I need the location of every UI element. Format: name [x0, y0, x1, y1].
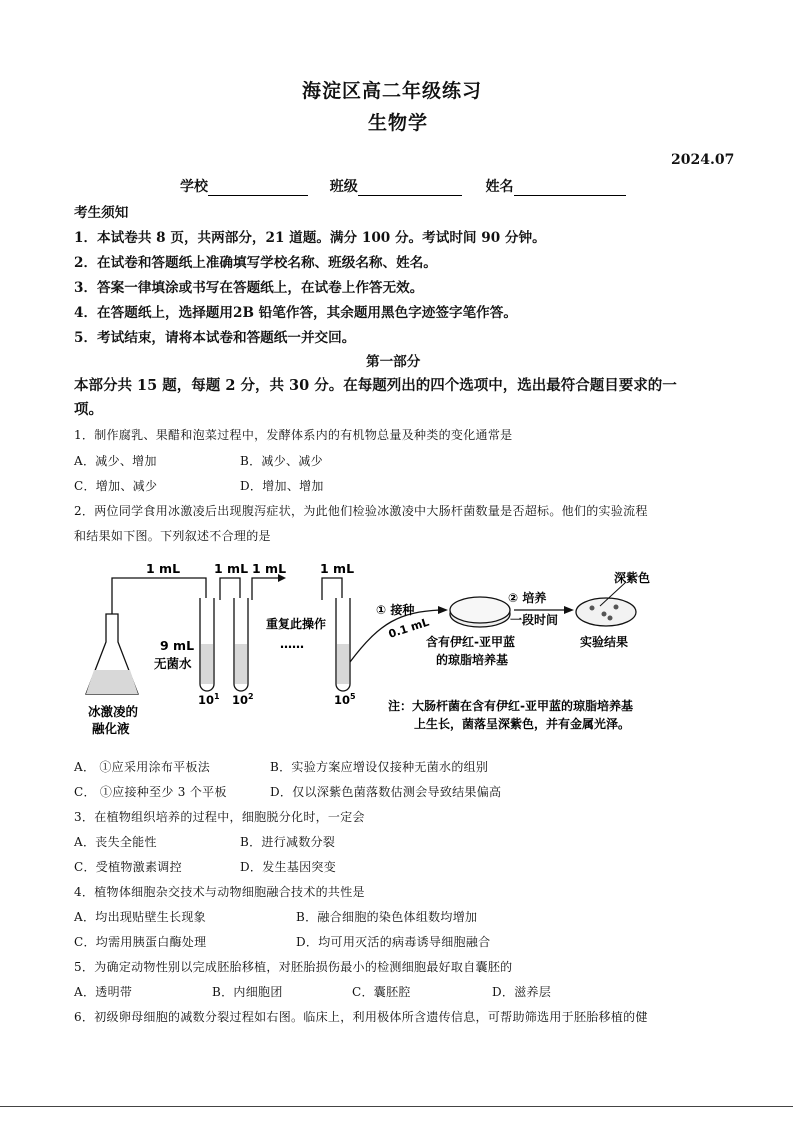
agar-plate-icon: [450, 597, 510, 627]
q4-option-c[interactable]: C．均需用胰蛋白酶处理: [74, 935, 207, 949]
page-title: 海淀区高二年级练习: [302, 80, 483, 102]
arrow-right-icon: [438, 606, 448, 614]
part-instructions: 本部分共 15 题，每题 2 分，共 30 分。在每题列出的四个选项中，选出最符合题目要求的一: [74, 377, 677, 394]
q3-option-a[interactable]: A．丧失全能性: [74, 835, 157, 849]
question-2-stem-cont: 和结果如下图。下列叙述不合理的是: [74, 529, 271, 543]
pipette-line-2: [220, 578, 240, 600]
part-instructions-cont: 项。: [74, 401, 103, 418]
step-culture: ② 培养: [508, 591, 547, 605]
culture-time: 一段时间: [510, 613, 559, 627]
flask-label: 冰激凌的: [88, 704, 139, 719]
volume-label: 1 mL: [320, 561, 355, 576]
subject-title: 生物学: [368, 112, 429, 134]
figure-note-cont: 上生长，菌落呈深紫色，并有金属光泽。: [414, 717, 631, 731]
dilution-10-5-label: $10^5$: [334, 692, 356, 707]
question-4-stem: 4．植物体细胞杂交技术与动物细胞融合技术的共性是: [74, 885, 365, 899]
dilution-10-2-label: $10^2$: [232, 692, 254, 707]
class-field[interactable]: [358, 181, 462, 196]
q1-option-a[interactable]: A．减少、增加: [74, 454, 157, 468]
q3-option-c[interactable]: C．受植物激素调控: [74, 860, 182, 874]
q4-option-b[interactable]: B．融合细胞的染色体组数均增加: [296, 910, 478, 924]
question-3-stem: 3．在植物组织培养的过程中，细胞脱分化时，一定会: [74, 810, 365, 824]
repeat-label: 重复此操作: [266, 617, 327, 631]
volume-label: 1 mL: [252, 561, 287, 576]
volume-label: 1 mL: [214, 561, 249, 576]
ellipsis: ……: [280, 637, 304, 651]
q3-option-b[interactable]: B．进行减数分裂: [240, 835, 336, 849]
flask-label-cont: 融化液: [92, 721, 130, 736]
notice-item: 3．答案一律填涂或书写在答题纸上，在试卷上作答无效。: [74, 280, 424, 296]
question-5-stem: 5．为确定动物性别以完成胚胎移植，对胚胎损伤最小的检测细胞最好取自囊胚的: [74, 960, 513, 974]
result-plate-icon: [576, 582, 636, 626]
pipette-line-1: [112, 578, 206, 614]
q5-option-a[interactable]: A．透明带: [74, 985, 133, 999]
q5-option-d[interactable]: D．滋养层: [492, 985, 552, 999]
experiment-diagram: [80, 552, 740, 752]
q1-option-b[interactable]: B．减少、减少: [240, 454, 323, 468]
q1-option-c[interactable]: C．增加、减少: [74, 479, 158, 493]
name-label: 姓名: [485, 179, 514, 195]
inoculate-volume: 0.1 mL: [386, 615, 431, 641]
water-volume-label: 9 mL: [160, 638, 195, 653]
notice-item: 4．在答题纸上，选择题用2B 铅笔作答，其余题用黑色字迹签字笔作答。: [74, 305, 517, 321]
exam-date: 2024.07: [671, 152, 735, 168]
pipette-line-4: [322, 578, 342, 600]
q5-option-c[interactable]: C．囊胚腔: [352, 985, 411, 999]
question-6-stem: 6．初级卵母细胞的减数分裂过程如右图。临床上，利用极体所含遗传信息，可帮助筛选用于胚胎移植的健: [74, 1010, 648, 1024]
figure-note: 注：大肠杆菌在含有伊红-亚甲蓝的琼脂培养基: [388, 699, 633, 713]
info-fields: [180, 176, 626, 196]
school-field[interactable]: [208, 181, 308, 196]
plate-label-cont: 的琼脂培养基: [436, 653, 509, 667]
volume-label: 1 mL: [146, 561, 181, 576]
notice-heading: 考生须知: [74, 205, 129, 221]
q2-option-b[interactable]: B．实验方案应增设仅接种无菌水的组别: [270, 760, 489, 774]
notice-item: 5．考试结束，请将本试卷和答题纸一并交回。: [74, 330, 356, 346]
question-1-stem: 1．制作腐乳、果醋和泡菜过程中，发酵体系内的有机物总量及种类的变化通常是: [74, 428, 513, 442]
flask-icon: [86, 614, 138, 694]
q4-option-a[interactable]: A．均出现贴壁生长现象: [74, 910, 206, 924]
question-2-stem: 2．两位同学食用冰激凌后出现腹泻症状，为此他们检验冰激凌中大肠杆菌数量是否超标。他们的实验流程: [74, 504, 648, 518]
q3-option-d[interactable]: D．发生基因突变: [240, 860, 337, 874]
result-label: 实验结果: [580, 635, 629, 649]
name-field[interactable]: [514, 181, 626, 196]
color-label: 深紫色: [614, 571, 651, 585]
water-label: 无菌水: [154, 656, 192, 671]
plate-label: 含有伊红-亚甲蓝: [426, 635, 515, 649]
part-heading: 第一部分: [366, 354, 421, 370]
q4-option-d[interactable]: D．均可用灭活的病毒诱导细胞融合: [296, 935, 491, 949]
q2-option-d[interactable]: D．仅以深紫色菌落数估测会导致结果偏高: [270, 785, 502, 799]
dilution-10-1-label: $10^1$: [198, 692, 220, 707]
q2-option-a[interactable]: A． ①应采用涂布平板法: [74, 760, 211, 774]
notice-item: 2．在试卷和答题纸上准确填写学校名称、班级名称、姓名。: [74, 255, 437, 271]
q1-option-d[interactable]: D．增加、增加: [240, 479, 324, 493]
page-bottom-rule: [0, 1106, 793, 1107]
school-label: 学校: [180, 179, 208, 195]
step-inoculate: ① 接种: [376, 603, 415, 617]
class-label: 班级: [329, 179, 358, 195]
q5-option-b[interactable]: B．内细胞团: [212, 985, 283, 999]
notice-item: 1．本试卷共 8 页，共两部分，21 道题。满分 100 分。考试时间 90 分钟。: [74, 230, 546, 246]
pipette-line-3: [252, 578, 278, 600]
arrow-right-icon: [564, 606, 574, 614]
q2-option-c[interactable]: C． ①应接种至少 3 个平板: [74, 785, 227, 799]
